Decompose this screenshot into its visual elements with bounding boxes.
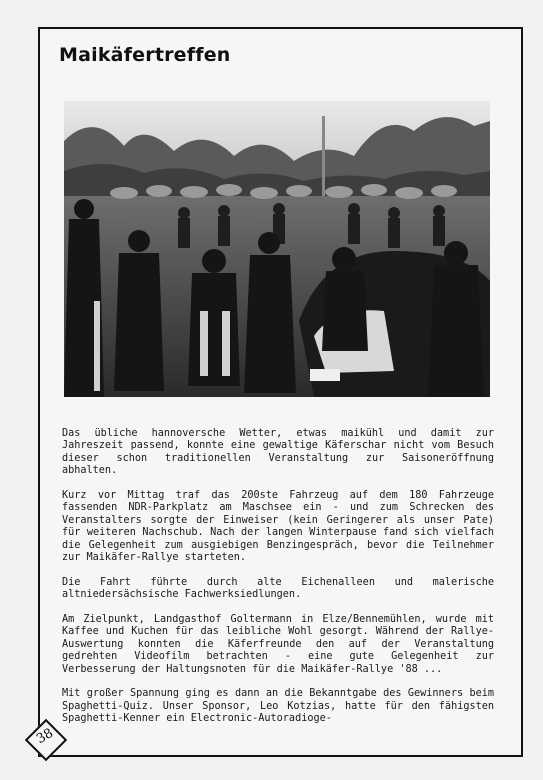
paragraph: Das übliche hannoversche Wetter, etwas maikühl und damit zur Jahreszeit passend, konnte eine gewaltige Käferschar nicht vom Besuch dieser schon traditionellen Veranstaltung zur Saisoneröffnung abhalten.: [62, 428, 494, 477]
paragraph: Mit großer Spannung ging es dann an die Bekanntgabe des Gewinners beim Spaghetti-Quiz. Unser Sponsor, Leo Kotzias, hatte für den fähigsten Spaghetti-Kenner ein Electronic-Autoradioge-: [62, 688, 494, 725]
paragraph: Kurz vor Mittag traf das 200ste Fahrzeug auf dem 180 Fahrzeuge fassenden NDR-Parkplatz am Maschsee ein - und zum Schrecken des Veranstalters sorgte der Einweiser (kein Geringerer als unser Pate) für weiteren Nachschub. Nach der langen Winterpause fand sich vielfach die Gelegenheit zum ausgiebigen Benzingespräch, bevor die Teilnehmer zur Maikäfer-Rallye starteten.: [62, 490, 494, 564]
paragraph: Die Fahrt führte durch alte Eichenalleen und malerische altniedersächsische Fachwerksiedlungen.: [62, 576, 494, 601]
page-number-badge: [26, 720, 64, 758]
paragraph: Am Zielpunkt, Landgasthof Goltermann in Elze/Bennemühlen, wurde mit Kaffee und Kuchen für das leibliche Wohl gesorgt. Während der Rallye-Auswertung konnten die Käferfreunde den auf der Veranstaltung gedrehten Videofilm betrachten - eine gute Gelegenheit zur Verbesserung der Haltungsnoten für die Maikäfer-Rallye '88 ...: [62, 614, 494, 675]
photo-illustration: [64, 101, 490, 397]
article-title: Maikäfertreffen: [59, 44, 231, 66]
page-number: 38: [34, 725, 56, 748]
article-body: [62, 428, 494, 738]
event-photo: [64, 101, 490, 397]
